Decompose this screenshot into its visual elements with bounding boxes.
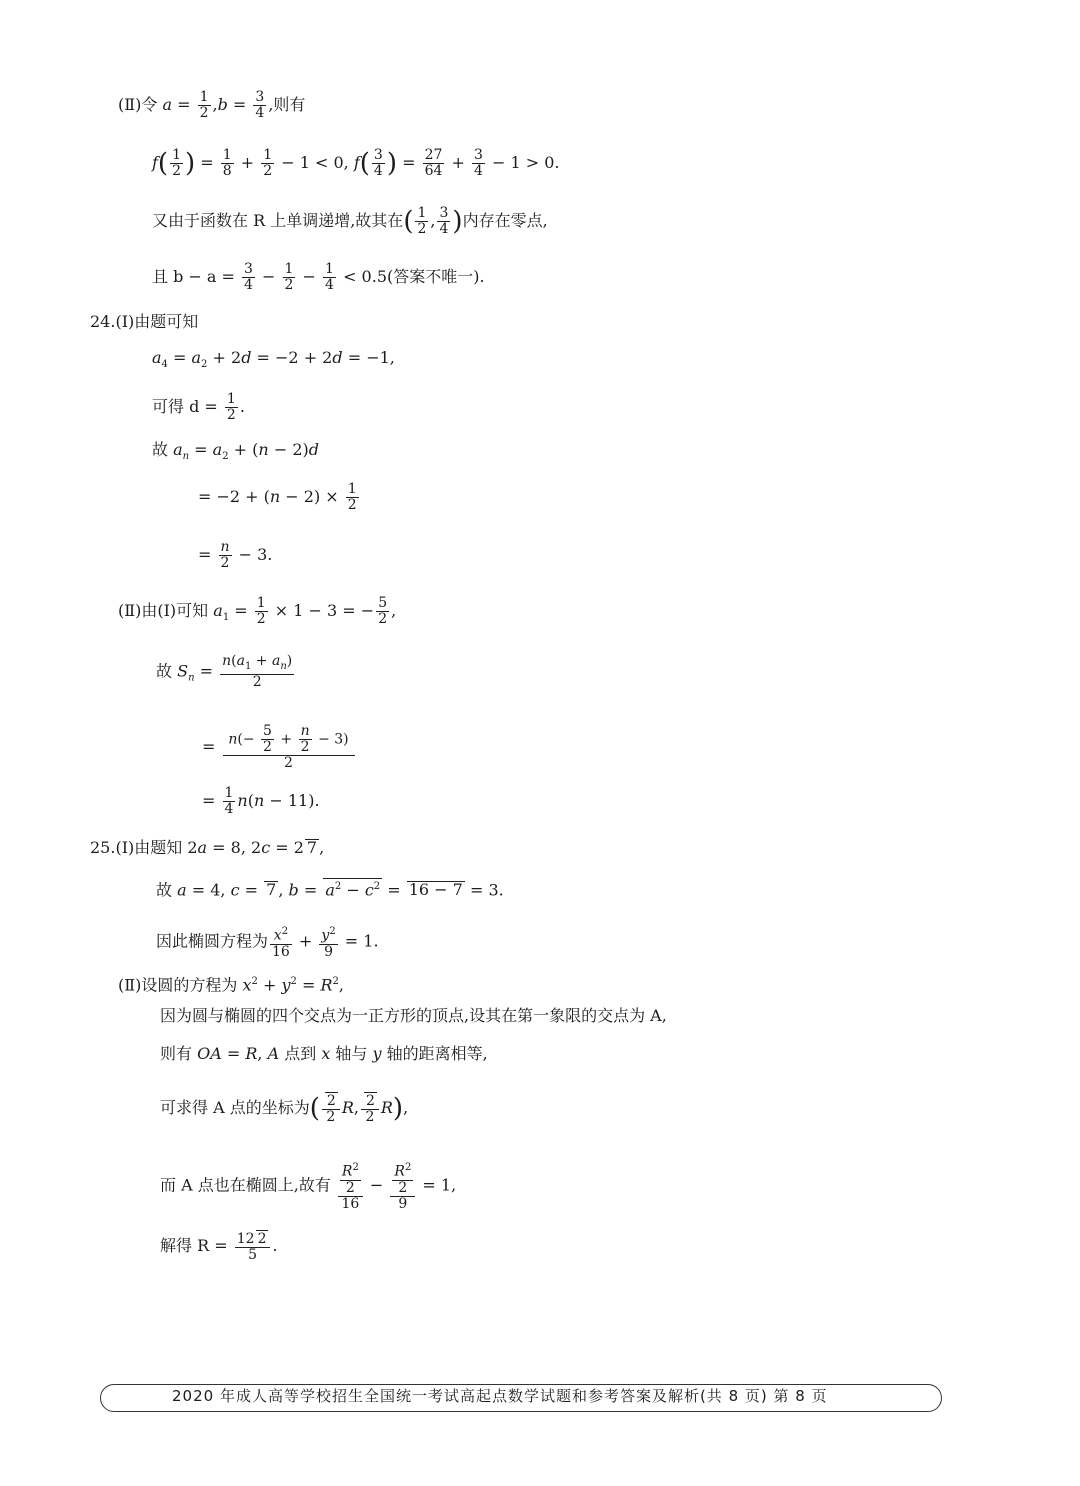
monotone-text-end: 内存在零点, [462,211,548,230]
q25-part2-line-4: 而 A 点也在椭圆上,故有 $\frac{\frac{R^2}{2}}{16}$ − $\frac{\frac{R^2}{2}}{9}$ = 1, [160,1162,457,1212]
q24-line-3: 故 $a_n = a_2 + (n - 2)d$ [152,440,319,463]
q25-part2-line-5: 解得 R = $\frac{12 2}{5}$ . [160,1231,278,1263]
q24-sn-1: 故 $S_n$ = $\frac{n(a_1 + a_n)}{2}$ [156,653,293,690]
solve-text: 解得 R = [160,1236,228,1255]
q25-heading: 25.(Ⅰ)由题知 2a = 8, 2c = 2 7 , [90,838,325,857]
q24-line-1: $a_4 = a_2 + 2d = -2 + 2d = -1$, [152,348,395,371]
q24-sn-2: = n(− $\frac{5}{2}$ + $\frac{n}{2}$ − 3) 2 [202,724,357,771]
monotone-text: 又由于函数在 R 上单调递增,故其在 [152,211,404,230]
q24-line-2: 可得 d = $\frac{1}{2}$ . [152,391,245,423]
q25-line-2: 因此椭圆方程为 $\frac{x^2}{16}$ + $\frac{y^2}{9}$ = 1. [156,926,379,960]
coord-text: 可求得 A 点的坐标为 [160,1098,310,1117]
q24-d-text: 可得 d = [152,397,218,416]
q24-part2: (Ⅱ)由(Ⅰ)可知 $a_1$ = $\frac{1}{2}$ × 1 − 3 = − $\frac{5}{2}$ , [118,595,397,627]
q25-line-1: 故 a = 4, c = 7 , $b = a^2 - c^2 = 16 - 7 = 3$. [156,878,504,900]
q25-part2-line-3: 可求得 A 点的坐标为( $\frac{2}{2}$ R, $\frac{2}{2}$ R), [160,1093,409,1125]
q23-monotone-line: 又由于函数在 R 上单调递增,故其在( $\frac{1}{2}$ , $\frac{3}{4}$ )内存在零点, [152,205,548,237]
q23-part2-intro: (Ⅱ)令 a = $\frac{1}{2}$ ,b = $\frac{3}{4}$ ,则有 [118,89,306,121]
q24-line-5: = $\frac{n}{2}$ − 3. [198,539,273,571]
q24-heading: 24.(Ⅰ)由题可知 [90,312,199,331]
diff-text-end: < 0.5(答案不唯一). [343,267,485,286]
ellipse-text: 而 A 点也在椭圆上,故有 [160,1175,331,1195]
q25-part2-line-2: 则有 OA = R, A 点到 x 轴与 y 轴的距离相等, [160,1044,488,1063]
q24-sn-3: = $\frac{1}{4}$ n(n − 11). [202,785,320,817]
footer-text: 2020 年成人高等学校招生全国统一考试高起点数学试题和参考答案及解析(共 8 页) 第 8 页 [172,1387,828,1405]
diff-text: 且 b − a = [152,267,235,286]
q23-diff-line: 且 b − a = $\frac{3}{4}$ − $\frac{1}{2}$ − $\frac{1}{4}$ < 0.5(答案不唯一). [152,261,485,293]
q24-line-4: = −2 + (n − 2) × $\frac{1}{2}$ [198,481,357,513]
q25-part2: (Ⅱ)设圆的方程为 $x^2 + y^2 = R^2$, [118,975,344,995]
q23-eval-line: f( $\frac{1}{2}$ ) = $\frac{1}{8}$ + $\frac{1}{2}$ − 1 < 0, f( $\frac{3}{4}$ ) = $\frac{27}{64}$ + $\frac{3}{4}$ − 1 > 0. [152,147,560,179]
q25-part2-line-1: 因为圆与椭圆的四个交点为一正方形的顶点,设其在第一象限的交点为 A, [160,1006,667,1025]
